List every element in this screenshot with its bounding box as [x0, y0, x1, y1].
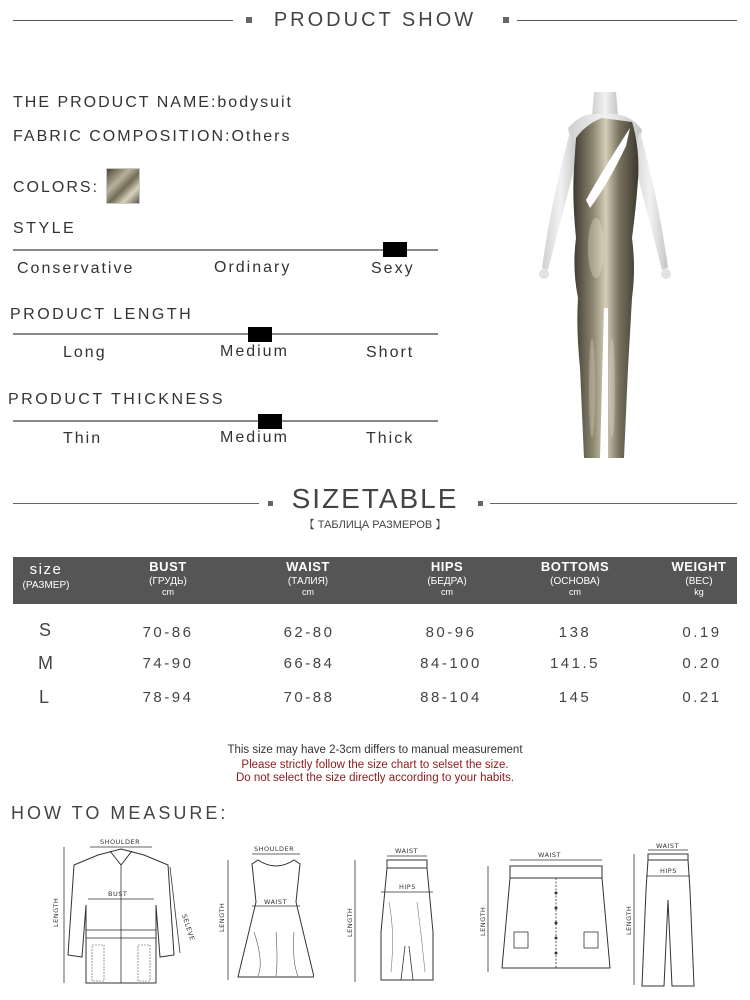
measure-skirt [345, 842, 445, 987]
sizetable-title: SIZETABLE [291, 483, 459, 514]
length-option-short: Short [366, 344, 415, 361]
thickness-option-medium: Medium [220, 429, 289, 446]
fabric-label: FABRIC COMPOSITION: [13, 128, 232, 145]
cell-hips: 84-100 [420, 655, 482, 672]
cell-waist: 62-80 [283, 624, 335, 641]
cell-bust: 78-94 [142, 689, 194, 706]
cell-size: S [39, 620, 52, 640]
skirt-diagram [345, 842, 445, 987]
style-scale-marker [383, 242, 407, 257]
label-sleeve: SELEVE [180, 913, 197, 942]
measure-pants [624, 840, 704, 990]
label-hips: HIPS [399, 883, 416, 891]
header-line-left [13, 20, 233, 21]
fabric-row [13, 128, 291, 146]
size-table-header [13, 557, 737, 604]
product-name-value: bodysuit [217, 94, 293, 111]
mannequin-illustration [520, 88, 690, 468]
label-bust: BUST [108, 890, 128, 898]
cell-bottoms: 141.5 [549, 655, 601, 672]
label-waist: WAIST [656, 842, 680, 850]
col-hips: HIPS (БЕДРА) cm [427, 559, 467, 597]
sizetable-dot-right [478, 501, 483, 506]
cell-hips: 80-96 [425, 624, 477, 641]
cell-waist: 70-88 [283, 689, 335, 706]
col-waist: WAIST (ТАЛИЯ) cm [286, 559, 330, 597]
label-waist: WAIST [264, 898, 288, 906]
measure-shorts [478, 848, 618, 978]
thickness-scale-marker [258, 414, 282, 429]
col-bust: BUST (ГРУДЬ) cm [149, 559, 187, 597]
style-option-ordinary: Ordinary [214, 259, 292, 276]
note-follow-chart: Please strictly follow the size chart to selset the size. [241, 759, 509, 771]
cell-size: M [38, 653, 53, 673]
label-length: LENGTH [346, 907, 354, 937]
label-length: LENGTH [625, 905, 633, 935]
label-shoulder: SHOULDER [100, 838, 141, 846]
label-waist: WAIST [538, 851, 562, 859]
how-to-measure-title: HOW TO MEASURE: [11, 803, 229, 823]
cell-bottoms: 145 [558, 689, 592, 706]
length-scale-marker [248, 327, 272, 342]
length-option-medium: Medium [220, 343, 289, 360]
style-scale-label: STYLE [13, 220, 77, 237]
label-length: LENGTH [52, 897, 60, 927]
style-option-sexy: Sexy [371, 260, 415, 277]
fabric-value: Others [231, 128, 292, 145]
sizetable-subtitle: 【 ТАБЛИЦА РАЗМЕРОВ 】 [303, 519, 447, 531]
note-habits: Do not select the size directly according to your habits. [235, 772, 515, 784]
thickness-scale-line [13, 420, 438, 422]
dress-diagram [214, 842, 314, 987]
col-size: size (РАЗМЕР) [22, 561, 70, 591]
cell-waist: 66-84 [283, 655, 335, 672]
note-measurement: This size may have 2-3cm differs to manual measurement [227, 744, 523, 756]
colors-label: COLORS: [13, 179, 100, 196]
cell-weight: 0.20 [682, 655, 722, 672]
thickness-option-thick: Thick [366, 430, 415, 447]
label-hips: HIPS [660, 867, 677, 875]
measure-dress [214, 842, 314, 987]
label-length: LENGTH [479, 906, 487, 936]
pants-diagram [624, 840, 704, 990]
header-dot-right [503, 17, 509, 23]
label-shoulder: SHOULDER [254, 845, 295, 853]
style-scale-line [13, 249, 438, 251]
style-option-conservative: Conservative [17, 260, 135, 277]
col-weight: WEIGHT (ВЕС) kg [671, 559, 727, 597]
measure-jacket [48, 835, 198, 990]
sizetable-line-right [490, 503, 737, 504]
color-swatch-metallic[interactable] [106, 168, 140, 204]
sizetable-line-left [13, 503, 259, 504]
length-scale-line [13, 333, 438, 335]
cell-weight: 0.21 [682, 689, 722, 706]
jacket-diagram [48, 835, 198, 990]
cell-bottoms: 138 [558, 624, 592, 641]
cell-bust: 74-90 [142, 655, 194, 672]
header-dot-left [246, 17, 252, 23]
product-photo [520, 88, 690, 468]
sizetable-dot-left [268, 501, 273, 506]
shorts-diagram [478, 848, 618, 978]
length-scale-label: PRODUCT LENGTH [10, 306, 194, 323]
length-option-long: Long [63, 344, 107, 361]
col-bottoms: BOTTOMS (ОСНОВА) cm [540, 559, 610, 597]
cell-weight: 0.19 [682, 624, 722, 641]
product-name-label: THE PRODUCT NAME: [13, 94, 218, 111]
thickness-scale-label: PRODUCT THICKNESS [8, 391, 226, 408]
page-title: PRODUCT SHOW [273, 9, 477, 31]
label-waist: WAIST [395, 847, 419, 855]
thickness-option-thin: Thin [63, 430, 103, 447]
header-line-right [517, 20, 737, 21]
label-length: LENGTH [218, 902, 226, 932]
cell-bust: 70-86 [142, 624, 194, 641]
product-name-row [13, 94, 293, 112]
cell-hips: 88-104 [420, 689, 482, 706]
cell-size: L [39, 687, 50, 707]
